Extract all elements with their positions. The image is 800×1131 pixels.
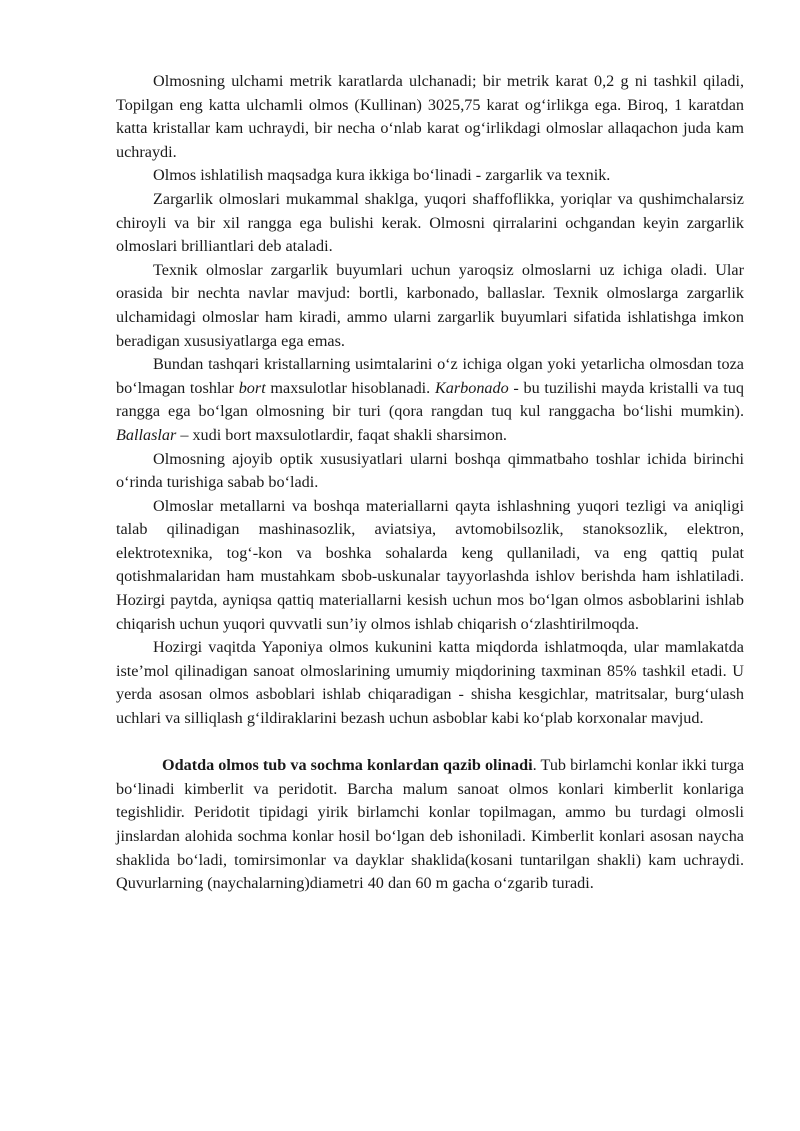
paragraph-deposits — [116, 754, 744, 896]
text-run: - bu tuzilishi mayda kristalli va tuq rangga ega bo‘lgan olmosning bir turi (qora rangdan tuq kul ranggacha bo‘lishi mumkin). — [116, 378, 744, 421]
paragraph-industrial-use: Olmoslar metallarni va boshqa materiallarni qayta ishlashning yuqori tezligi va aniqligi talab qilinadigan mashinasozlik, aviatsiya, avtomobilsozlik, stanoksozlik, elektron, elektrotexnika, tog‘-kon va boshka sohalarda keng qullaniladi, va eng qattiq pulat qotishmalaridan ham mustahkam sbob-uskunalar tayyorlashda ishlov berishda ham ishlatiladi. Hozirgi paytda, ayniqsa qattiq materiallarni kesish uchun mos bo‘lgan olmos asboblarini ishlab chiqarish uchun yuqori quvvatli sun’iy olmos ishlab chiqarish o‘zlashtirilmoqda. — [116, 496, 744, 633]
term-bort: bort — [238, 378, 266, 397]
text-run: – xudi bort maxsulotlardir, faqat shakli sharsimon. — [176, 425, 507, 444]
paragraph-diamond-types: Olmos ishlatilish maqsadga kura ikkiga bo‘linadi - zargarlik va texnik. — [153, 166, 611, 185]
term-karbonado: Karbonado — [434, 378, 509, 397]
text-run: maxsulotlar hisoblanadi. — [265, 378, 435, 397]
paragraph-carat-measure: Olmosning ulchami metrik karatlarda ulchanadi; bir metrik karat 0,2 g ni tashkil qiladi, Topilgan eng katta ulchamli olmos (Kullinan) 3025,75 karat og‘irlikga ega. Biroq, 1 karatdan katta kristallar kam uchraydi, bir necha o‘nlab karat og‘irlikdagi olmoslar allaqachon juda kam uchraydi. — [116, 72, 744, 161]
term-ballaslar: Ballaslar — [116, 425, 177, 444]
paragraph-technical-diamonds: Texnik olmoslar zargarlik buyumlari uchun yaroqsiz olmoslarni uz ichiga oladi. Ular orasida bir nechta navlar mavjud: bortli, karbonado, ballaslar. Texnik olmoslarga zargarlik ulchamidagi olmoslar ham kiradi, ammo ularni zargarlik buyumlari sifatida ishlatishga imkon beradigan xususiyatlarga ega emas. — [116, 260, 744, 350]
paragraph-jewelry-diamonds: Zargarlik olmoslari mukammal shaklga, yuqori shaffoflikka, yoriqlar va qushimchalarsiz chiroyli va bir xil rangga ega bulishi kerak. Olmosni qirralarini ochgandan keyin zargarlik olmoslari brilliantlari deb ataladi. — [116, 189, 744, 256]
text-run: Bundan tashqari kristallarning usimtalarini o‘z ichiga olgan yoki yetarlicha olmosdan toza bo‘lmagan toshlar — [116, 355, 744, 397]
paragraph-japan-usage: Hozirgi vaqitda Yaponiya olmos kukunini katta miqdorda ishlatmoqda, ular mamlakatda iste’mol qilinadigan sanoat olmoslarining umumiy miqdorining taxminan 85% tashkil etadi. U yerda asosan olmos asboblari ishlab chiqaradigan - shisha kesgichlar, matritsalar, burg‘ulash uchlari va silliqlash g‘ildiraklarini bezash uchun asboblar kabi ko‘plab korxonalar mavjud. — [116, 638, 744, 728]
text-run: . Tub birlamchi konlar ikki turga bo‘linadi kimberlit va peridotit. Barcha malum sanoat olmos konlari kimberlit konlariga tegishlidir. Peridotit tipidagi yirik birlamchi konlar topilmagan, ammo bu turdagi olmosli jinslardan alohida sochma konlar hosil bo‘lgan deb ishoniladi. Kimberlit konlari asosan naycha shaklida bo‘ladi, tomirsimonlar va dayklar shaklida(kosani tuntarilgan shakli) kam uchraydi. Quvurlarning (naychalarning)diametri 40 dan 60 m gacha o‘zgarib turadi. — [116, 756, 745, 893]
deposits-heading: Odatda olmos tub va sochma konlardan qazib olinadi — [162, 756, 533, 775]
paragraph-gap — [116, 731, 744, 755]
paragraph-bort-karbonado — [116, 353, 744, 447]
paragraph-optical-properties: Olmosning ajoyib optik xususiyatlari ularni boshqa qimmatbaho toshlar ichida birinchi o‘rinda turishiga sabab bo‘ladi. — [116, 449, 744, 492]
